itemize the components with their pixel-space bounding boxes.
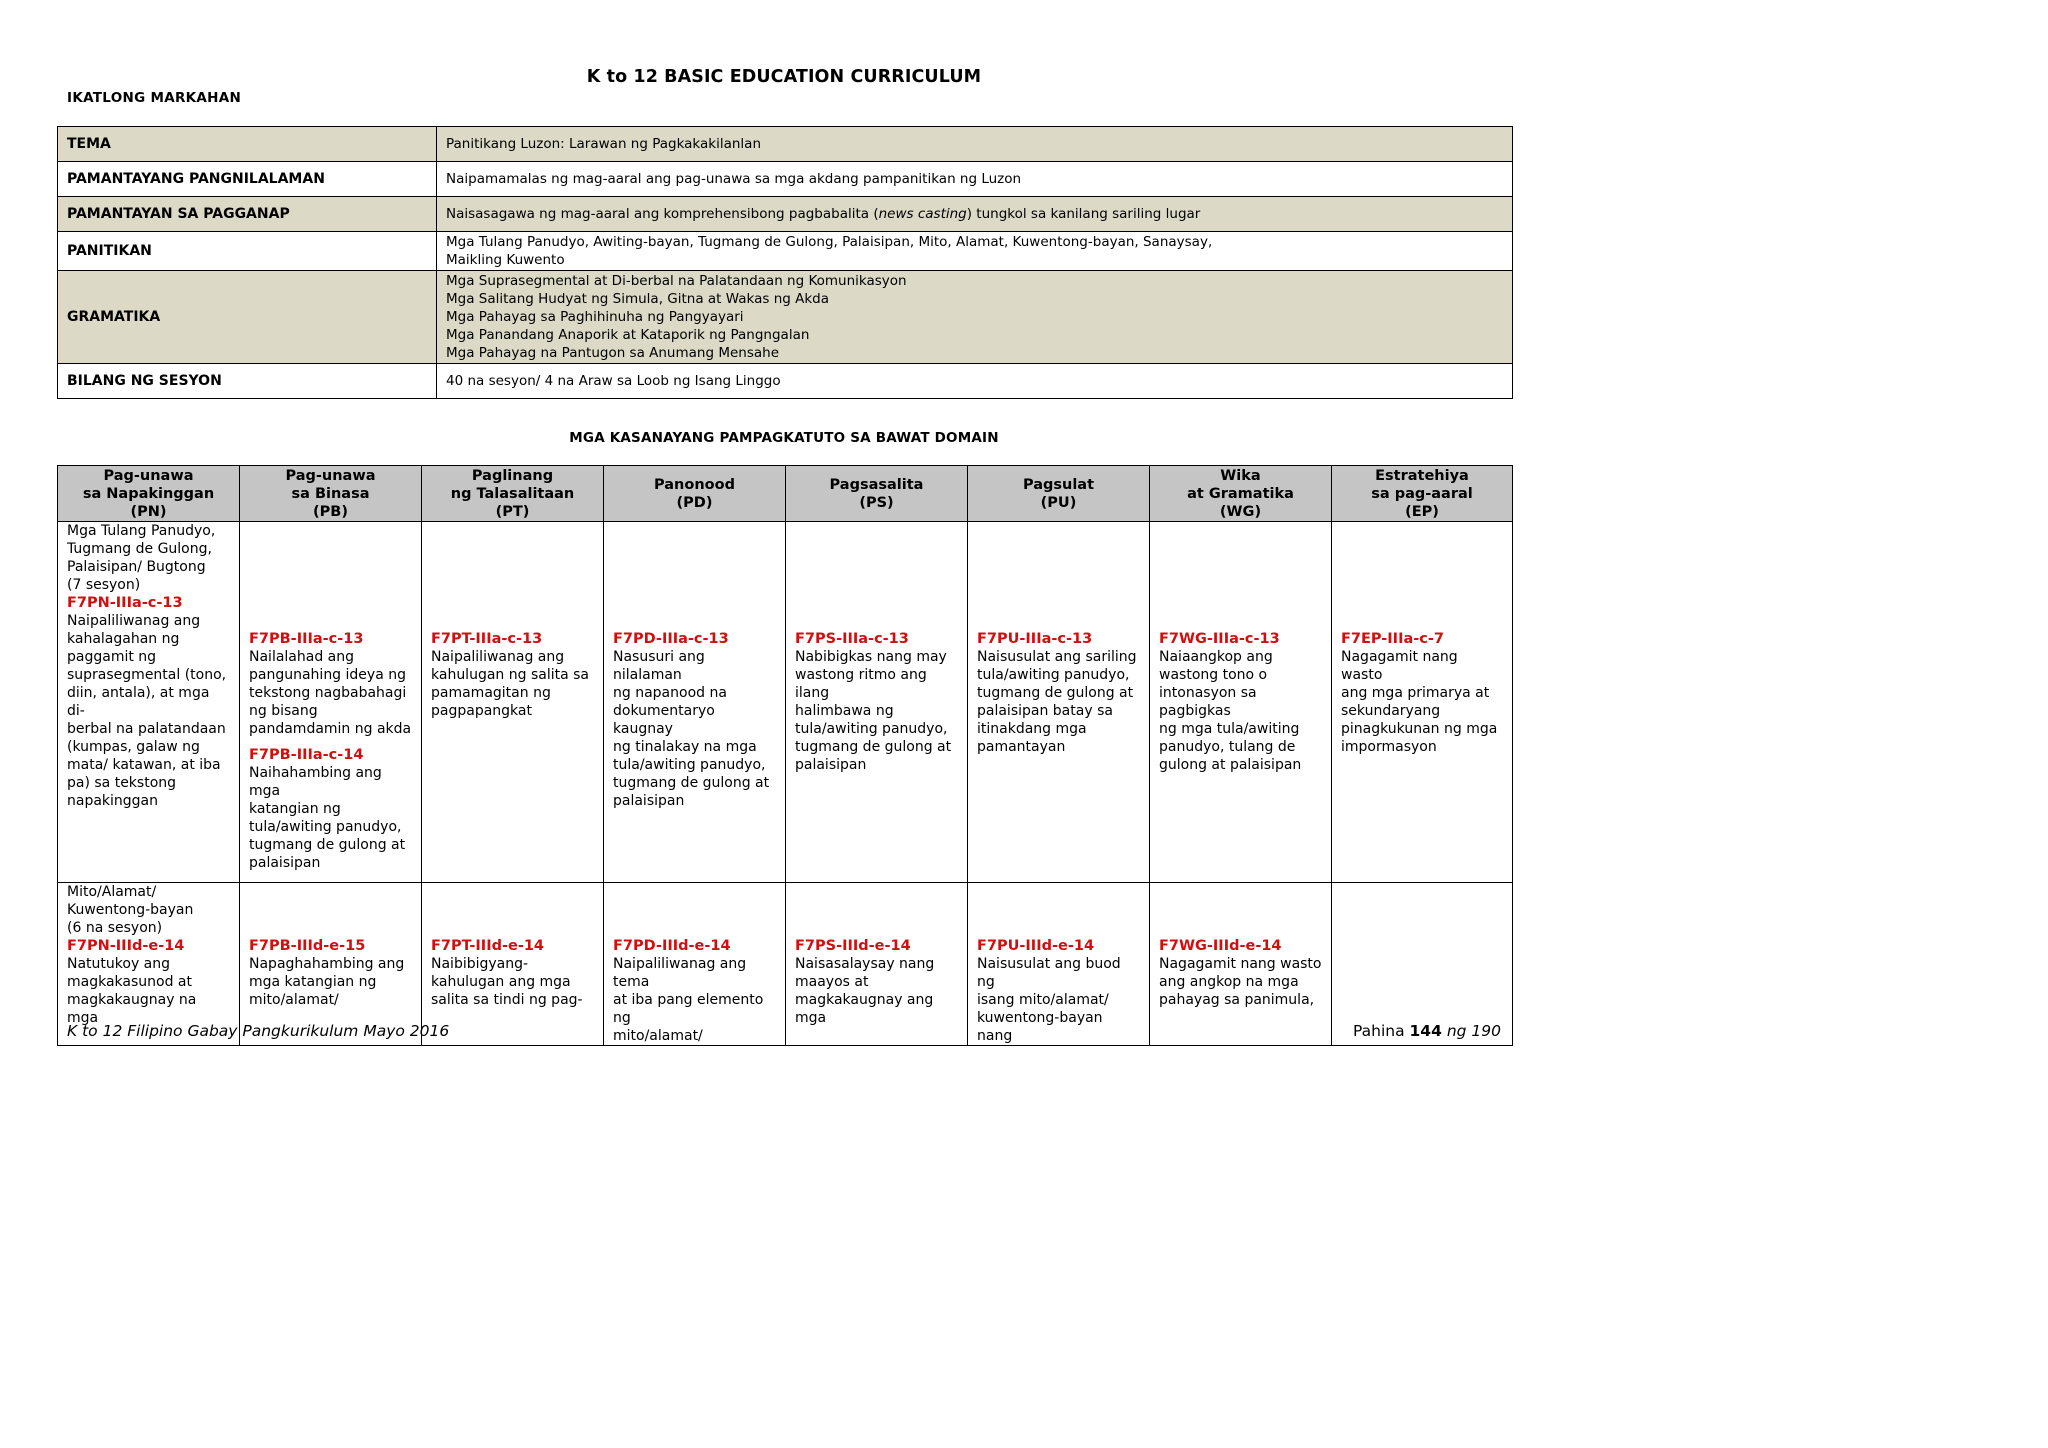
column-header-line: Pag-unawa [103, 467, 194, 484]
competency-line: tugmang de gulong at [613, 775, 770, 791]
competency-line: Naipaliliwanag ang tema [613, 956, 747, 990]
competency-line: intonasyon sa pagbigkas [1159, 685, 1257, 719]
column-header-line: (EP) [1405, 503, 1439, 520]
competency-line: ng bisang [249, 703, 318, 719]
cell-pn [58, 522, 240, 883]
competency-line: Naisusulat ang buod ng [977, 956, 1121, 990]
competency-line: tugmang de gulong at [977, 685, 1134, 701]
competency-line: kahulugan ng salita sa [431, 667, 589, 683]
competency-line: wastong ritmo ang ilang [795, 667, 927, 701]
competency-line: impormasyon [1341, 739, 1437, 755]
topic-line: Mga Tulang Panudyo, [67, 523, 216, 539]
column-header-line: (PS) [859, 494, 894, 511]
competency-line: palaisipan [613, 793, 685, 809]
column-header-line: sa Napakinggan [82, 485, 215, 502]
competency-line: itinakdang mga [977, 721, 1087, 737]
cell-ep [1332, 522, 1513, 883]
column-header-line: Pagsulat [1022, 476, 1095, 493]
competency-line: dokumentaryo kaugnay [613, 703, 715, 737]
competency-line: ang mga primarya at [1341, 685, 1490, 701]
competency-code: F7PB-IIIa-c-14 [249, 747, 364, 763]
column-header-pb [240, 466, 422, 522]
competency-line: gulong at palaisipan [1159, 757, 1302, 773]
competency-code: F7PB-IIId-e-15 [249, 938, 366, 954]
topic-line: Tugmang de Gulong, [67, 541, 212, 557]
competency-code: F7PN-IIId-e-14 [67, 938, 185, 954]
column-header-line: Pag-unawa [285, 467, 376, 484]
cell-pt [422, 522, 604, 883]
cell-ps [786, 883, 968, 1046]
competency-line: at iba pang elemento ng [613, 992, 764, 1026]
competency-code: F7PB-IIIa-c-13 [249, 631, 364, 647]
column-header-pn [58, 466, 240, 522]
competency-code: F7PN-IIIa-c-13 [67, 595, 183, 611]
document-title: K to 12 BASIC EDUCATION CURRICULUM [586, 67, 982, 87]
tema-label: TEMA [58, 127, 437, 162]
topic-line: Kuwentong-bayan [67, 902, 194, 918]
competency-code: F7PD-IIId-e-14 [613, 938, 731, 954]
competency-line: ang angkop na mga [1159, 974, 1299, 990]
topic-line: Mito/Alamat/ [67, 884, 157, 900]
competency-row [58, 522, 1513, 883]
gramatika-line: Mga Pahayag na Pantugon sa Anumang Mensahe [446, 345, 780, 361]
column-header-line: Estratehiya [1375, 467, 1469, 484]
sesyon-value: 40 na sesyon/ 4 na Araw sa Loob ng Isang Linggo [437, 364, 1513, 399]
cell-pb [240, 522, 422, 883]
competency-line: ng mga tula/awiting [1159, 721, 1300, 737]
footer-page-number [1353, 1022, 1501, 1040]
competency-code: F7PS-IIIa-c-13 [795, 631, 909, 647]
cell-pd [604, 883, 786, 1046]
column-header-line: Panonood [654, 476, 735, 493]
column-header-line: (PB) [313, 503, 348, 520]
column-header-line: Paglinang [471, 467, 554, 484]
topic-line: (7 sesyon) [67, 577, 141, 593]
column-header-line: ng Talasalitaan [450, 485, 575, 502]
cell-wg [1150, 883, 1332, 1046]
competency-line: tugmang de gulong at [249, 837, 406, 853]
competencies-header-row [58, 466, 1513, 522]
competency-line: tula/awiting panudyo, [613, 757, 766, 773]
panitikan-line: Mga Tulang Panudyo, Awiting-bayan, Tugmang de Gulong, Palaisipan, Mito, Alamat, Kuwentong-bayan, Sanaysay, [446, 234, 1213, 250]
competencies-table [57, 465, 1513, 1046]
competency-code: F7WG-IIIa-c-13 [1159, 631, 1280, 647]
topic-line: (6 na sesyon) [67, 920, 163, 936]
gramatika-label: GRAMATIKA [58, 271, 437, 364]
competency-line: mito/alamat/ [613, 1028, 703, 1044]
tema-value: Panitikang Luzon: Larawan ng Pagkakakilanlan [437, 127, 1513, 162]
competency-line: (kumpas, galaw ng [67, 739, 200, 755]
competency-line: pagpapangkat [431, 703, 532, 719]
panitikan-label: PANITIKAN [58, 232, 437, 271]
page-total: ng 190 [1446, 1022, 1501, 1040]
competency-line: pa) sa tekstong [67, 775, 177, 791]
competency-line: pinagkukunan ng mga [1341, 721, 1498, 737]
column-header-ep [1332, 466, 1513, 522]
domain-section-title: MGA KASANAYANG PAMPAGKATUTO SA BAWAT DOMAIN [569, 430, 999, 446]
column-header-line: (PD) [676, 494, 713, 511]
gramatika-line: Mga Panandang Anaporik at Kataporik ng Pangngalan [446, 327, 810, 343]
pagganap-text-italic: news casting [878, 206, 967, 222]
competency-line: isang mito/alamat/ [977, 992, 1109, 1008]
competency-line: tula/awiting panudyo, [977, 667, 1130, 683]
competency-line: Nagagamit nang wasto [1341, 649, 1458, 683]
competency-line: Naipaliliwanag ang [431, 649, 565, 665]
competency-line: pahayag sa panimula, [1159, 992, 1315, 1008]
info-row-pagganap [58, 197, 1513, 232]
competency-code: F7WG-IIId-e-14 [1159, 938, 1282, 954]
competency-line: tugmang de gulong at [795, 739, 952, 755]
footer-document-name: K to 12 Filipino Gabay Pangkurikulum Mayo 2016 [67, 1022, 450, 1040]
column-header-wg [1150, 466, 1332, 522]
competency-line: Nagagamit nang wasto [1159, 956, 1322, 972]
competency-line: pangunahing ideya ng [249, 667, 406, 683]
competency-line: tula/awiting panudyo, [795, 721, 948, 737]
competency-line: Nabibigkas nang may [795, 649, 947, 665]
competency-line: magkakaugnay na mga [67, 992, 197, 1026]
competency-code: F7PD-IIIa-c-13 [613, 631, 729, 647]
info-row-pangnilalaman [58, 162, 1513, 197]
sesyon-label: BILANG NG SESYON [58, 364, 437, 399]
gramatika-line: Mga Suprasegmental at Di-berbal na Palatandaan ng Komunikasyon [446, 273, 907, 289]
competency-line: tekstong nagbabahagi [249, 685, 407, 701]
competency-line: ng napanood na [613, 685, 727, 701]
column-header-line: (PN) [130, 503, 167, 520]
competency-line: paggamit ng [67, 649, 157, 665]
competency-line: Naiaangkop ang [1159, 649, 1273, 665]
topic-line: Palaisipan/ Bugtong [67, 559, 206, 575]
competency-line: kahalagahan ng [67, 631, 180, 647]
competency-line: Natutukoy ang [67, 956, 171, 972]
competency-line: Napaghahambing ang [249, 956, 405, 972]
competency-line: Naisusulat ang sariling [977, 649, 1137, 665]
column-header-line: (WG) [1219, 503, 1262, 520]
competency-line: diin, antala), at mga di- [67, 685, 210, 719]
competency-line: palaisipan [249, 855, 321, 871]
column-header-line: (PT) [495, 503, 530, 520]
info-row-panitikan [58, 232, 1513, 271]
competency-line: maayos at [795, 974, 869, 990]
pagganap-text-after: ) tungkol sa kanilang sariling lugar [966, 206, 1201, 222]
column-header-line: (PU) [1040, 494, 1077, 511]
competency-line: mito/alamat/ [249, 992, 339, 1008]
competency-line: kuwentong-bayan nang [977, 1010, 1103, 1044]
competency-line: mga katangian ng [249, 974, 377, 990]
column-header-pu [968, 466, 1150, 522]
info-row-gramatika [58, 271, 1513, 364]
competency-line: Naipaliliwanag ang [67, 613, 201, 629]
competency-line: kahulugan ang mga [431, 974, 571, 990]
column-header-line: Pagsasalita [829, 476, 924, 493]
competency-code: F7PT-IIId-e-14 [431, 938, 545, 954]
competency-code: F7PU-IIIa-c-13 [977, 631, 1093, 647]
competency-line: Naibibigyang- [431, 956, 529, 972]
competency-code: F7EP-IIIa-c-7 [1341, 631, 1444, 647]
column-header-line: sa pag-aaral [1371, 485, 1473, 502]
competency-line: sekundaryang [1341, 703, 1441, 719]
competency-line: mata/ katawan, at iba [67, 757, 221, 773]
competency-line: napakinggan [67, 793, 159, 809]
competency-line: palaisipan batay sa [977, 703, 1113, 719]
competency-line: tula/awiting panudyo, [249, 819, 402, 835]
curriculum-info-table [57, 126, 1513, 399]
cell-pu [968, 522, 1150, 883]
competency-line: Nasusuri ang nilalaman [613, 649, 705, 683]
column-header-ps [786, 466, 968, 522]
column-header-line: at Gramatika [1187, 485, 1294, 502]
quarter-label: IKATLONG MARKAHAN [67, 90, 242, 106]
competency-code: F7PS-IIId-e-14 [795, 938, 911, 954]
competency-line: suprasegmental (tono, [67, 667, 227, 683]
cell-pu [968, 883, 1150, 1046]
competency-line: Naisasalaysay nang [795, 956, 935, 972]
competency-line: palaisipan [795, 757, 867, 773]
gramatika-value [437, 271, 1513, 364]
page-word: Pahina [1352, 1022, 1405, 1040]
column-header-line: Wika [1220, 467, 1261, 484]
competency-line: halimbawa ng [795, 703, 894, 719]
competency-line: berbal na palatandaan [67, 721, 226, 737]
competency-line: pamamagitan ng [431, 685, 551, 701]
pagganap-text-before: Naisasagawa ng mag-aaral ang komprehensibong pagbabalita ( [446, 206, 879, 222]
panitikan-value [437, 232, 1513, 271]
pagganap-label: PAMANTAYAN SA PAGGANAP [58, 197, 437, 232]
gramatika-line: Mga Salitang Hudyat ng Simula, Gitna at Wakas ng Akda [446, 291, 830, 307]
column-header-pt [422, 466, 604, 522]
competency-line: pamantayan [977, 739, 1066, 755]
column-header-pd [604, 466, 786, 522]
page-current: 144 [1409, 1022, 1442, 1040]
cell-ps [786, 522, 968, 883]
competency-line: panudyo, tulang de [1159, 739, 1296, 755]
pangnilalaman-label: PAMANTAYANG PANGNILALAMAN [58, 162, 437, 197]
column-header-line: sa Binasa [291, 485, 370, 502]
cell-wg [1150, 522, 1332, 883]
competency-line: salita sa tindi ng pag- [431, 992, 583, 1008]
competency-line: Naihahambing ang mga [249, 765, 382, 799]
competency-line: katangian ng [249, 801, 341, 817]
competency-line: magkakaugnay ang mga [795, 992, 934, 1026]
competency-line: ng tinalakay na mga [613, 739, 757, 755]
competency-code: F7PT-IIIa-c-13 [431, 631, 543, 647]
cell-pd [604, 522, 786, 883]
info-row-sesyon [58, 364, 1513, 399]
pagganap-value [437, 197, 1513, 232]
competency-line: Nailalahad ang [249, 649, 355, 665]
gramatika-line: Mga Pahayag sa Paghihinuha ng Pangyayari [446, 309, 744, 325]
panitikan-line: Maikling Kuwento [446, 252, 565, 268]
pangnilalaman-value: Naipamamalas ng mag-aaral ang pag-unawa sa mga akdang pampanitikan ng Luzon [437, 162, 1513, 197]
competency-line: pandamdamin ng akda [249, 721, 412, 737]
competency-code: F7PU-IIId-e-14 [977, 938, 1095, 954]
info-row-tema [58, 127, 1513, 162]
competency-line: magkakasunod at [67, 974, 192, 990]
competency-line: wastong tono o [1159, 667, 1268, 683]
